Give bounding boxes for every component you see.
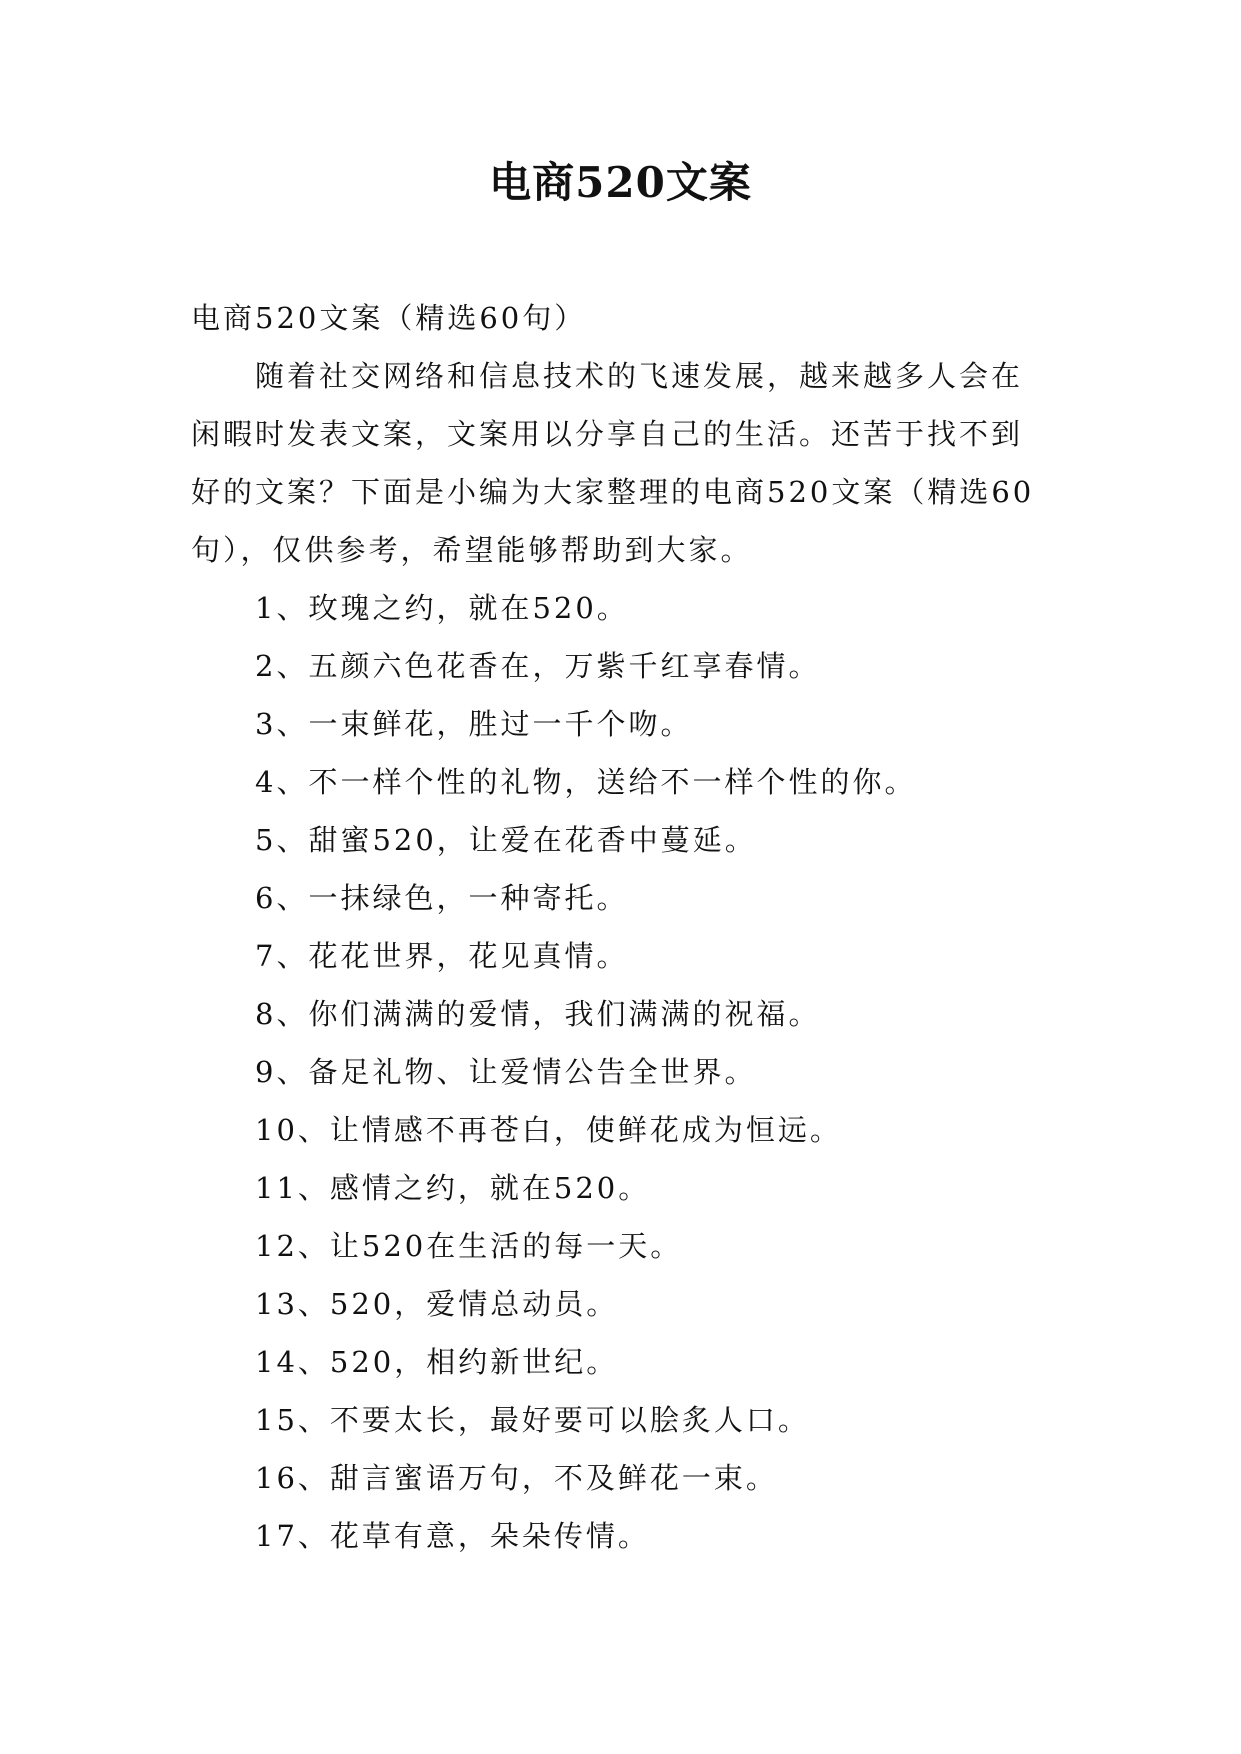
list-item: 8、你们满满的爱情，我们满满的祝福。	[255, 997, 821, 1031]
list-item: 11、感情之约，就在520。	[255, 1171, 651, 1205]
list-item: 4、不一样个性的礼物，送给不一样个性的你。	[255, 765, 917, 799]
list-item: 7、花花世界，花见真情。	[255, 939, 629, 973]
document-subtitle: 电商520文案（精选60句）	[191, 301, 587, 335]
list-item: 1、玫瑰之约，就在520。	[255, 591, 629, 625]
quote-list	[191, 579, 1051, 1565]
list-item: 3、一束鲜花，胜过一千个吻。	[255, 707, 693, 741]
list-item: 9、备足礼物、让爱情公告全世界。	[255, 1055, 757, 1089]
document-body	[191, 289, 1051, 1565]
list-item: 13、520，爱情总动员。	[255, 1287, 619, 1321]
list-item: 15、不要太长，最好要可以脍炙人口。	[255, 1403, 810, 1437]
intro-paragraph: 随着社交网络和信息技术的飞速发展，越来越多人会在闲暇时发表文案，文案用以分享自己的生活。还苦于找不到好的文案？下面是小编为大家整理的电商520文案（精选60句），仅供参考，希望能够帮助到大家。	[191, 359, 1035, 567]
list-item: 5、甜蜜520，让爱在花香中蔓延。	[255, 823, 757, 857]
list-item: 14、520，相约新世纪。	[255, 1345, 619, 1379]
list-item: 17、花草有意，朵朵传情。	[255, 1519, 650, 1553]
list-item: 10、让情感不再苍白，使鲜花成为恒远。	[255, 1113, 842, 1147]
document-title: 电商520文案	[489, 158, 752, 207]
list-item: 2、五颜六色花香在，万紫千红享春情。	[255, 649, 821, 683]
list-item: 16、甜言蜜语万句，不及鲜花一束。	[255, 1461, 778, 1495]
list-item: 6、一抹绿色，一种寄托。	[255, 881, 629, 915]
list-item: 12、让520在生活的每一天。	[255, 1229, 683, 1263]
